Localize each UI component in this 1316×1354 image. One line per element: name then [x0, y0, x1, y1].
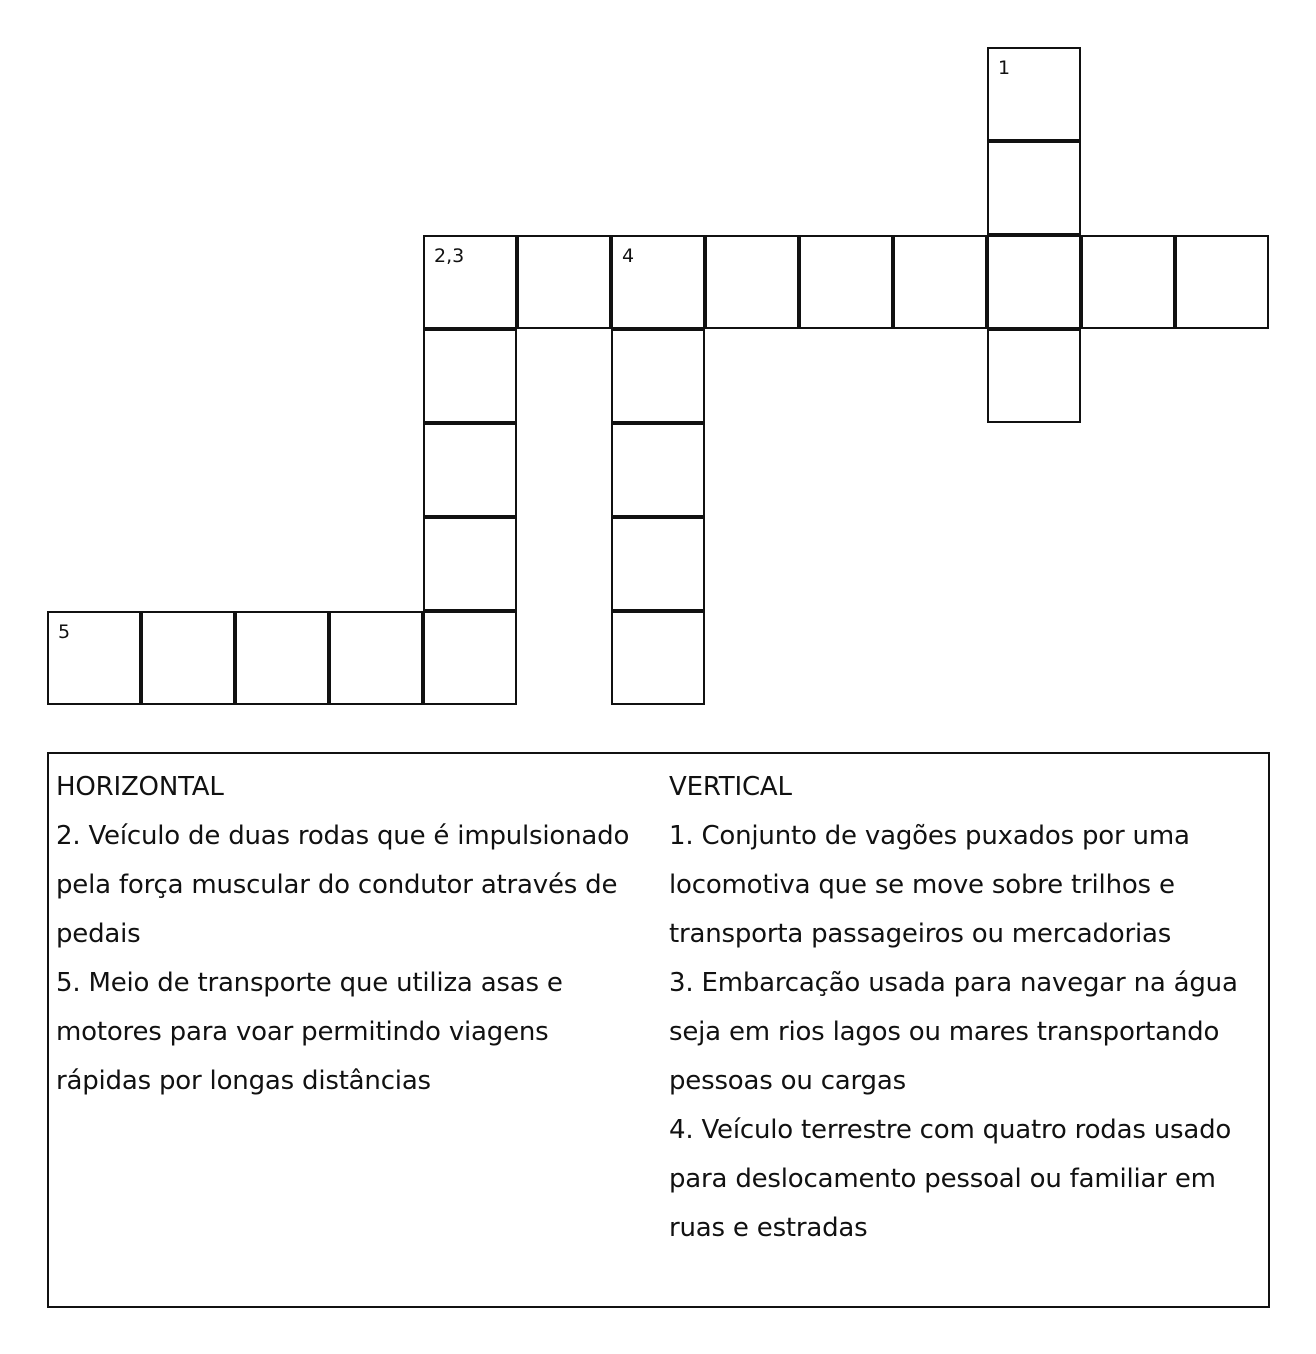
clues-box [47, 752, 1270, 1308]
clue-line: 1. Conjunto de vagões puxados por uma [669, 821, 1190, 851]
crossword-cell[interactable] [423, 235, 517, 329]
crossword-cell[interactable] [611, 517, 705, 611]
crossword-cell[interactable] [987, 329, 1081, 423]
crossword-cell[interactable] [705, 235, 799, 329]
clue-line: locomotiva que se move sobre trilhos e [669, 870, 1175, 900]
clue-number: 4 [622, 245, 635, 267]
crossword-cell[interactable] [47, 611, 141, 705]
crossword-cell[interactable] [987, 235, 1081, 329]
clue-line: para deslocamento pessoal ou familiar em [669, 1164, 1216, 1194]
crossword-cell[interactable] [141, 611, 235, 705]
crossword-cell[interactable] [611, 611, 705, 705]
horizontal-clues [56, 763, 656, 1106]
crossword-cell[interactable] [235, 611, 329, 705]
clue-line: motores para voar permitindo viagens [56, 1017, 549, 1047]
vertical-heading: VERTICAL [669, 772, 792, 802]
crossword-cell[interactable] [611, 235, 705, 329]
crossword-cell[interactable] [423, 611, 517, 705]
clue-line: ruas e estradas [669, 1213, 868, 1243]
crossword-cell[interactable] [611, 329, 705, 423]
crossword-cell[interactable] [1081, 235, 1175, 329]
crossword-cell[interactable] [893, 235, 987, 329]
crossword-cell[interactable] [611, 423, 705, 517]
crossword-cell[interactable] [517, 235, 611, 329]
crossword-cell[interactable] [987, 141, 1081, 235]
crossword-cell[interactable] [423, 517, 517, 611]
clue-line: rápidas por longas distâncias [56, 1066, 431, 1096]
clue-line: seja em rios lagos ou mares transportando [669, 1017, 1220, 1047]
clue-line: transporta passageiros ou mercadorias [669, 919, 1172, 949]
crossword-cell[interactable] [423, 329, 517, 423]
clue-line: pessoas ou cargas [669, 1066, 906, 1096]
crossword-cell[interactable] [423, 423, 517, 517]
horizontal-heading: HORIZONTAL [56, 772, 224, 802]
clue-line: pedais [56, 919, 141, 949]
crossword-cell[interactable] [987, 47, 1081, 141]
clue-number: 1 [998, 57, 1011, 79]
clue-line: pela força muscular do condutor através de [56, 870, 618, 900]
clue-line: 2. Veículo de duas rodas que é impulsionado [56, 821, 630, 851]
clue-line: 5. Meio de transporte que utiliza asas e [56, 968, 563, 998]
clue-number: 2,3 [434, 245, 465, 267]
crossword-cell[interactable] [1175, 235, 1269, 329]
vertical-clues [669, 763, 1267, 1253]
crossword-cell[interactable] [799, 235, 893, 329]
clue-number: 5 [58, 621, 71, 643]
crossword-cell[interactable] [329, 611, 423, 705]
clue-line: 4. Veículo terrestre com quatro rodas usado [669, 1115, 1232, 1145]
clue-line: 3. Embarcação usada para navegar na água [669, 968, 1238, 998]
